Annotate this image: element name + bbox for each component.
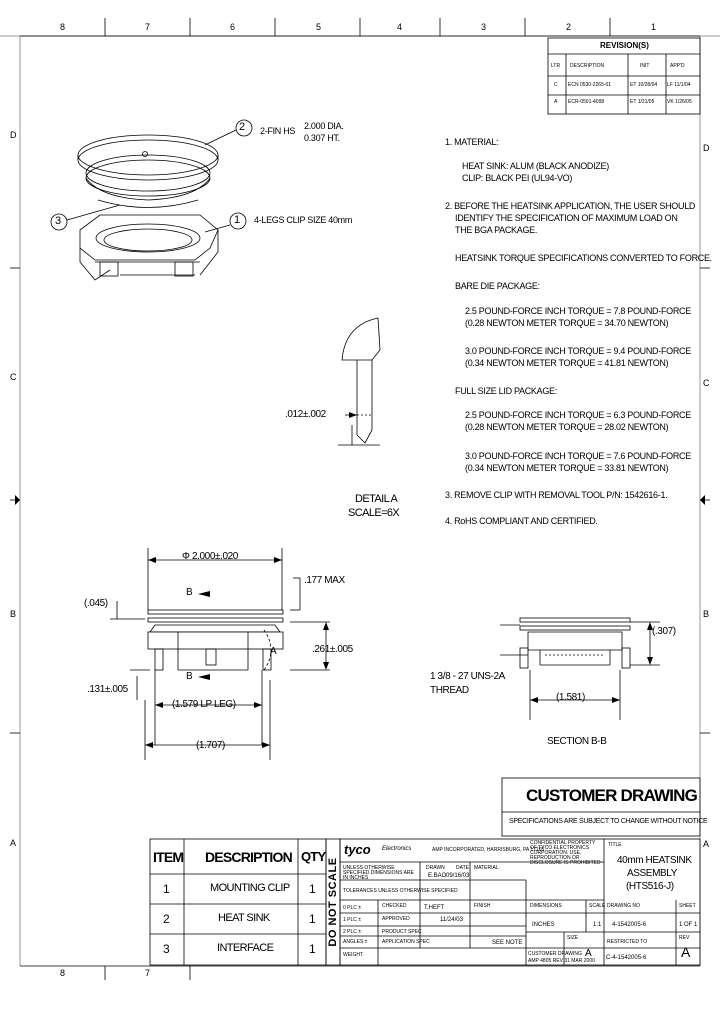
dimensions-label: DIMENSIONS (530, 903, 562, 909)
do-not-scale: DO NOT SCALE (327, 857, 339, 947)
note-bd1-n: (0.28 NEWTON METER TORQUE = 34.70 NEWTON) (465, 318, 669, 328)
zone-left-d: D (10, 130, 17, 140)
product-spec-label: PRODUCT SPEC (382, 929, 422, 935)
bom-qty: 1 (309, 942, 316, 956)
approved-label: APPROVED (382, 916, 410, 922)
section-marker-top: B (186, 587, 193, 598)
detail-a-title: DETAIL A (355, 493, 398, 505)
zone-top-5: 5 (316, 22, 321, 32)
tol-0plc: 0 PLC ± (343, 905, 362, 911)
rev-row-init: ET 10/28/04 (630, 82, 658, 88)
confidential-notice: CONFIDENTIAL PROPERTY OF TYCO ELECTRONICS CORPORATION. USE, REPRODUCTION OR DISCLOSURE IS PROHIBITED (530, 840, 601, 866)
bom-header-qty: QTY (301, 849, 326, 864)
zone-left-c: C (10, 372, 17, 382)
rev-row-ltr: A (554, 99, 558, 105)
checked-by: T.HEFT (424, 905, 445, 911)
zone-left-a: A (10, 838, 16, 848)
zone-top-3: 3 (481, 22, 486, 32)
dim-max-height: .177 MAX (304, 575, 345, 586)
weight-label: WEIGHT (343, 952, 363, 958)
finish-value: SEE NOTE (492, 940, 523, 946)
dim-1579: (1.579 LP LEG) (172, 699, 236, 710)
note-fl1-n: (0.28 NEWTON METER TORQUE = 28.02 NEWTON) (465, 422, 669, 432)
detail-tag: A (270, 646, 277, 657)
zone-bottom-7: 7 (145, 968, 150, 978)
tol-1plc: 1 PLC ± (343, 917, 362, 923)
tol-angles: ANGLES ± (343, 939, 368, 945)
rev-value: A (681, 944, 691, 960)
sheet-label: SHEET (679, 903, 696, 909)
drawing-no-label: DRAWING NO (607, 903, 640, 909)
dim-1707: (1.707) (196, 740, 225, 751)
dim-261: .261±.005 (312, 644, 353, 655)
section-marker-bottom: B (186, 671, 193, 682)
drawing-number: 4-1542005-6 (612, 922, 647, 928)
drawn-date: 09/16/03 (446, 873, 470, 879)
zone-top-7: 7 (145, 22, 150, 32)
balloon-1: 1 (234, 214, 240, 226)
zone-top-8: 8 (60, 22, 65, 32)
note-4: 4. RoHS COMPLIANT AND CERTIFIED. (445, 516, 598, 526)
rev-row-appd: LF 11/1/04 (667, 82, 691, 88)
zone-bottom-8: 8 (60, 968, 65, 978)
drawing-title-1: 40mm HEATSINK (617, 855, 692, 866)
material-label: MATERIAL (474, 865, 499, 871)
note-torque: HEATSINK TORQUE SPECIFICATIONS CONVERTED TO FORCE. (455, 253, 712, 263)
note-2a: IDENTIFY THE SPECIFICATION OF MAXIMUM LOAD ON (455, 213, 678, 223)
restricted-label: RESTRICTED TO (607, 939, 648, 945)
note-fl1: 2.5 POUND-FORCE INCH TORQUE = 6.3 POUND-FORCE (465, 410, 691, 420)
size-label: SIZE (567, 935, 579, 941)
zone-top-4: 4 (397, 22, 402, 32)
balloon-3: 3 (55, 215, 61, 227)
thread-label: THREAD (430, 685, 469, 696)
customer-drawing-note: SPECIFICATIONS ARE SUBJECT TO CHANGE WITHOUT NOTICE (509, 818, 708, 825)
dim-1581: (1.581) (556, 692, 585, 703)
balloon-2: 2 (239, 121, 245, 133)
dim-131: .131±.005 (87, 684, 128, 695)
note-2b: THE BGA PACKAGE. (455, 225, 538, 235)
bom-qty: 1 (309, 912, 316, 926)
dimensions-note: UNLESS OTHERWISE SPECIFIED DIMENSIONS ARE IN INCHES (343, 865, 414, 881)
bom-description: MOUNTING CLIP (210, 882, 290, 894)
zone-right-b: B (703, 609, 709, 619)
finish-label: FINISH (474, 903, 491, 909)
thread-spec: 1 3/8 - 27 UNS-2A (430, 671, 505, 682)
note-fl2-n: (0.34 NEWTON METER TORQUE = 33.81 NEWTON) (465, 463, 669, 473)
rev-row-init: ET 1/21/05 (630, 99, 655, 105)
drawn-by: E.BAO (428, 873, 447, 879)
sheet-value: 1 OF 1 (679, 922, 698, 928)
rev-header-init: INIT (640, 63, 650, 69)
checked-date: 11/24/03 (440, 917, 463, 923)
company-address: AMP INCORPORATED, HARRISBURG, PA 17105 (432, 847, 545, 853)
dim-045: (.045) (84, 598, 108, 609)
callout-dia: 2.000 DIA. (304, 121, 344, 131)
electronics-label: Electronics (382, 846, 412, 852)
note-3: 3. REMOVE CLIP WITH REMOVAL TOOL P/N: 1542616-1. (445, 490, 668, 500)
rev-row-desc: ECN 0530-2265-01 (568, 82, 612, 88)
title-label: TITLE (608, 842, 622, 848)
zone-right-c: C (703, 378, 710, 388)
note-fl2: 3.0 POUND-FORCE INCH TORQUE = 7.6 POUND-FORCE (465, 451, 691, 461)
rev-header-appd: APP'D (670, 63, 685, 69)
rev-row-ltr: C (554, 82, 558, 88)
drawing-title-2: ASSEMBLY (627, 868, 677, 879)
customer-drawing-title: CUSTOMER DRAWING (526, 786, 698, 805)
zone-right-d: D (703, 143, 710, 153)
callout-clip: 4-LEGS CLIP SIZE 40mm (254, 215, 353, 225)
bom-header-description: DESCRIPTION (205, 849, 292, 865)
note-bd2: 3.0 POUND-FORCE INCH TORQUE = 9.4 POUND-FORCE (465, 346, 691, 356)
rev-header-desc: DESCRIPTION (570, 63, 605, 69)
customer-drawing-stamp: CUSTOMER DRAWING (528, 951, 582, 957)
date-label: DATE (456, 865, 469, 871)
note-1b: CLIP: BLACK PEI (UL94-VO) (462, 173, 573, 183)
note-bd2-n: (0.34 NEWTON METER TORQUE = 41.81 NEWTON) (465, 358, 669, 368)
note-2: 2. BEFORE THE HEATSINK APPLICATION, THE USER SHOULD (445, 201, 696, 211)
note-bare-die: BARE DIE PACKAGE: (455, 281, 540, 291)
bom-description: INTERFACE (217, 942, 274, 954)
drawn-label: DRAWN (426, 865, 445, 871)
restricted-value: C-4-1542005-6 (606, 955, 647, 961)
zone-top-6: 6 (230, 22, 235, 32)
scale-label: SCALE (589, 903, 606, 909)
size-value: A (585, 948, 592, 959)
tolerances-note: TOLERANCES UNLESS OTHERWISE SPECIFIED (343, 888, 458, 894)
application-spec-label: APPLICATION SPEC (382, 939, 430, 945)
scale-value: 1:1 (593, 922, 602, 928)
dim-diameter: Φ 2.000±.020 (182, 551, 238, 562)
note-1: 1. MATERIAL: (445, 137, 499, 147)
dim-307: (.307) (652, 626, 676, 637)
callout-heat-sink: 2-FIN HS (260, 126, 296, 136)
bom-description: HEAT SINK (218, 912, 270, 924)
rev-row-appd: VK 1/26/05 (667, 99, 692, 105)
bom-item: 1 (163, 882, 170, 896)
note-1a: HEAT SINK: ALUM (BLACK ANODIZE) (462, 161, 609, 171)
rev-row-desc: ECR-0501-4098 (568, 99, 605, 105)
bom-item: 3 (163, 942, 170, 956)
tyco-logo: tyco (344, 842, 371, 857)
rev-header-ltr: LTR (551, 63, 561, 69)
callout-ht: 0.307 HT. (304, 133, 340, 143)
section-title: SECTION B-B (547, 736, 607, 747)
note-bd1: 2.5 POUND-FORCE INCH TORQUE = 7.8 POUND-FORCE (465, 306, 691, 316)
dimensions-value: INCHES (532, 922, 555, 928)
zone-right-a: A (703, 839, 709, 849)
detail-a-dim: .012±.002 (285, 409, 326, 420)
bom-qty: 1 (309, 882, 316, 896)
drawing-title-3: (HTS516-J) (626, 881, 674, 892)
bom-header-item: ITEM (153, 849, 184, 865)
zone-top-1: 1 (651, 22, 656, 32)
tol-2plc: 2 PLC ± (343, 929, 362, 935)
checked-label: CHECKED (382, 903, 407, 909)
zone-top-2: 2 (566, 22, 571, 32)
bom-item: 2 (163, 912, 170, 926)
note-full-lid: FULL SIZE LID PACKAGE: (455, 386, 557, 396)
rev-label: REV (679, 935, 690, 941)
detail-a-scale: SCALE=6X (348, 507, 400, 519)
revision-title: REVISION(S) (600, 41, 649, 50)
zone-left-b: B (10, 609, 16, 619)
format-stamp: AMP 4805 REV 31 MAR 2000 (528, 958, 595, 964)
